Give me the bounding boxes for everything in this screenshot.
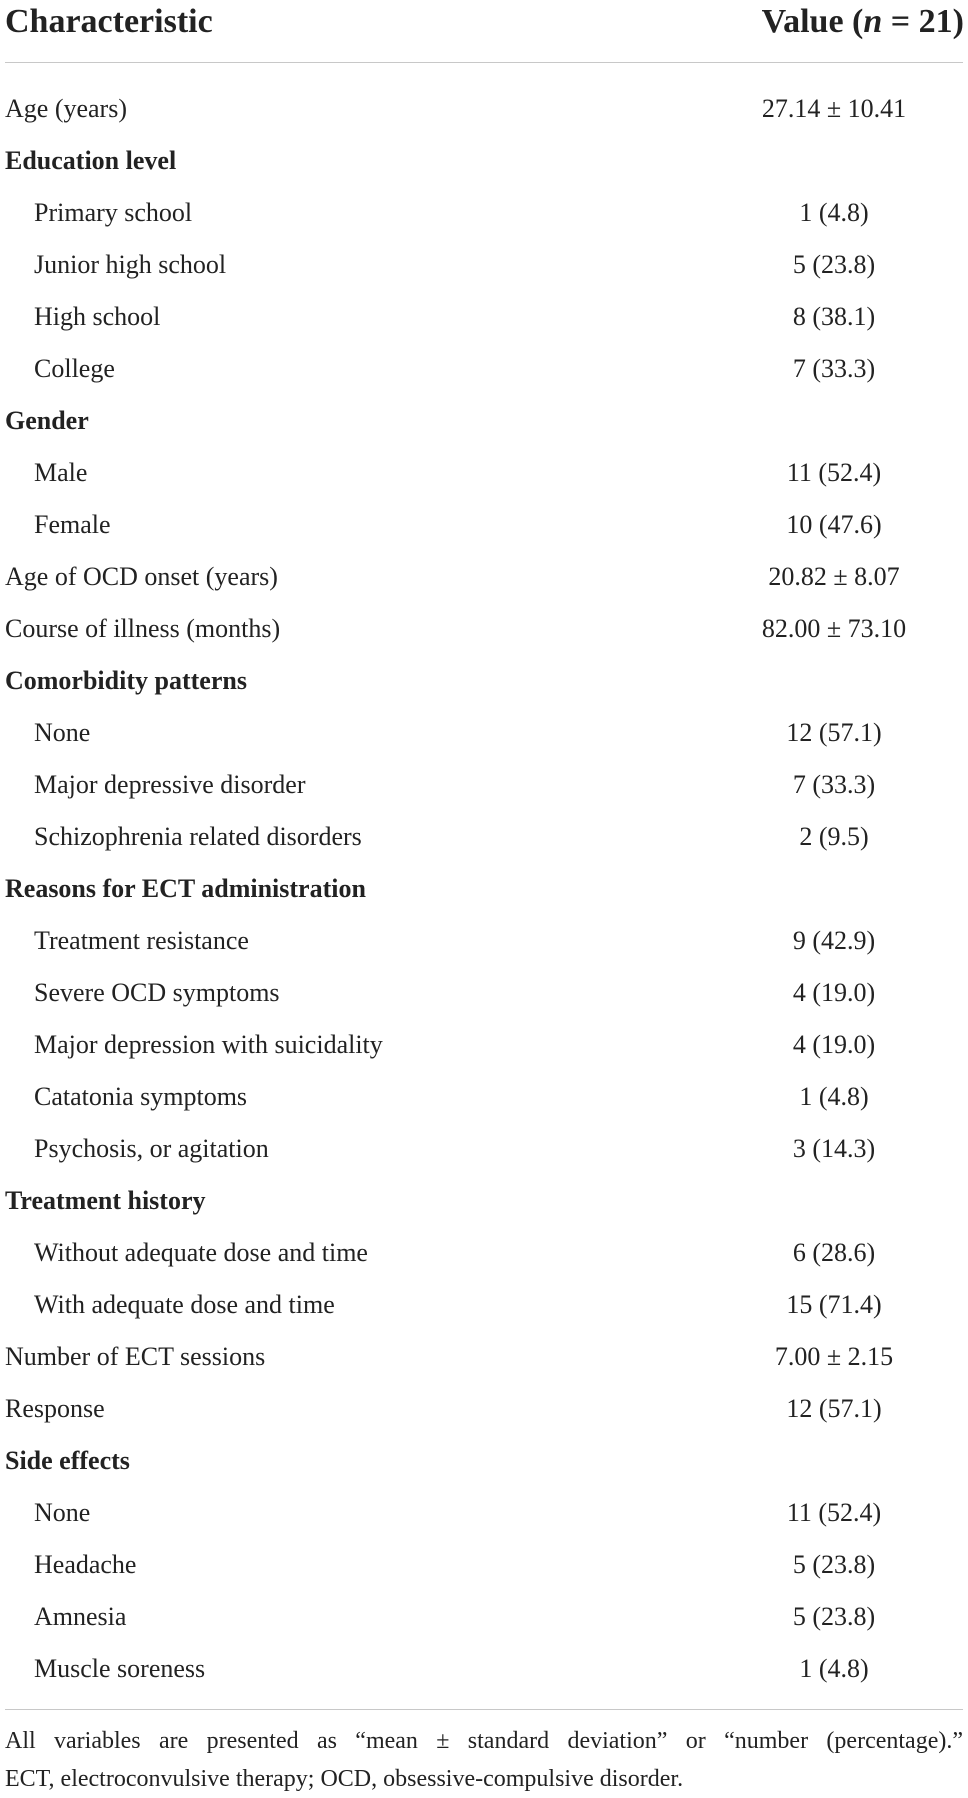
table-row (0, 1227, 968, 1279)
row-value: 4 (19.0) (792, 1030, 876, 1059)
table-row (0, 291, 968, 343)
section-header-row (0, 655, 968, 707)
table-row (0, 1383, 968, 1435)
table-row (0, 967, 968, 1019)
row-label: High school (34, 302, 161, 331)
table-row (0, 603, 968, 655)
row-value: 5 (23.8) (792, 250, 876, 279)
column-header-value (762, 2, 964, 42)
row-value: 7 (33.3) (792, 770, 876, 799)
row-label: Without adequate dose and time (34, 1238, 368, 1267)
row-label: Amnesia (34, 1602, 127, 1631)
table-row (0, 499, 968, 551)
table-row (0, 1123, 968, 1175)
value-header-prefix: Value ( (761, 3, 864, 40)
row-value: 82.00 ± 73.10 (761, 614, 907, 643)
table-row (0, 707, 968, 759)
header-divider (5, 62, 963, 63)
table-row (0, 343, 968, 395)
column-header-characteristic: Characteristic (5, 3, 213, 40)
section-label: Treatment history (5, 1186, 206, 1215)
row-label: Schizophrenia related disorders (34, 822, 362, 851)
row-value: 20.82 ± 8.07 (768, 562, 900, 591)
section-header-row (0, 395, 968, 447)
row-label: None (34, 1498, 91, 1527)
row-label: Catatonia symptoms (34, 1082, 248, 1111)
row-label: Junior high school (34, 250, 227, 279)
section-label: Side effects (5, 1446, 130, 1475)
row-label: Severe OCD symptoms (34, 978, 280, 1007)
table-row (0, 1487, 968, 1539)
table-row (0, 239, 968, 291)
table-row (0, 759, 968, 811)
section-label: Gender (5, 406, 89, 435)
table-row (0, 1591, 968, 1643)
footnote-line-2: ECT, electroconvulsive therapy; OCD, obsessive-compulsive disorder. (5, 1766, 684, 1792)
row-label: Muscle soreness (34, 1654, 206, 1683)
value-header-suffix: = 21) (882, 3, 964, 40)
table-row (0, 1071, 968, 1123)
row-value: 1 (4.8) (799, 1082, 869, 1111)
section-header-row (0, 135, 968, 187)
table-row (0, 1019, 968, 1071)
row-value: 4 (19.0) (792, 978, 876, 1007)
section-header-row (0, 1175, 968, 1227)
row-value: 12 (57.1) (786, 718, 882, 747)
row-label: Major depression with suicidality (34, 1030, 383, 1059)
row-value: 5 (23.8) (792, 1550, 876, 1579)
footer-divider (5, 1709, 963, 1710)
row-label: Number of ECT sessions (5, 1342, 266, 1371)
row-label: Age of OCD onset (years) (5, 562, 278, 591)
row-value: 8 (38.1) (792, 302, 876, 331)
footnote-line-1: All variables are presented as “mean ± standard deviation” or “number (percentage).” (5, 1728, 963, 1754)
table-footnote (5, 1722, 963, 1798)
row-value: 27.14 ± 10.41 (761, 94, 907, 123)
table-row (0, 1539, 968, 1591)
table-row (0, 551, 968, 603)
row-label: Response (5, 1394, 105, 1423)
row-label: Major depressive disorder (34, 770, 306, 799)
row-value: 5 (23.8) (792, 1602, 876, 1631)
row-label: Course of illness (months) (5, 614, 281, 643)
table-row (0, 187, 968, 239)
row-label: Psychosis, or agitation (34, 1134, 269, 1163)
row-label: Age (years) (5, 94, 127, 123)
row-value: 7.00 ± 2.15 (774, 1342, 894, 1371)
section-label: Reasons for ECT administration (5, 874, 366, 903)
table-row (0, 1643, 968, 1695)
row-value: 7 (33.3) (792, 354, 876, 383)
table-row (0, 1331, 968, 1383)
section-label: Comorbidity patterns (5, 666, 247, 695)
row-label: Headache (34, 1550, 137, 1579)
row-value: 3 (14.3) (792, 1134, 876, 1163)
row-value: 10 (47.6) (786, 510, 882, 539)
row-value: 6 (28.6) (792, 1238, 876, 1267)
section-header-row (0, 1435, 968, 1487)
row-value: 1 (4.8) (799, 1654, 869, 1683)
row-label: None (34, 718, 91, 747)
section-header-row (0, 863, 968, 915)
row-value: 1 (4.8) (799, 198, 869, 227)
row-label: College (34, 354, 115, 383)
table-row (0, 83, 968, 135)
row-label: Primary school (34, 198, 193, 227)
table-row (0, 1279, 968, 1331)
row-value: 15 (71.4) (786, 1290, 882, 1319)
value-header-n: n (863, 3, 883, 40)
row-value: 2 (9.5) (799, 822, 869, 851)
table-row (0, 811, 968, 863)
row-value: 12 (57.1) (786, 1394, 882, 1423)
table-row (0, 447, 968, 499)
row-value: 11 (52.4) (786, 1498, 882, 1527)
row-label: With adequate dose and time (34, 1290, 335, 1319)
table-body (0, 83, 968, 1695)
row-label: Female (34, 510, 111, 539)
section-label: Education level (5, 146, 177, 175)
row-value: 11 (52.4) (786, 458, 882, 487)
row-value: 9 (42.9) (792, 926, 876, 955)
table-row (0, 915, 968, 967)
row-label: Treatment resistance (34, 926, 249, 955)
table-header (0, 0, 968, 63)
row-label: Male (34, 458, 88, 487)
